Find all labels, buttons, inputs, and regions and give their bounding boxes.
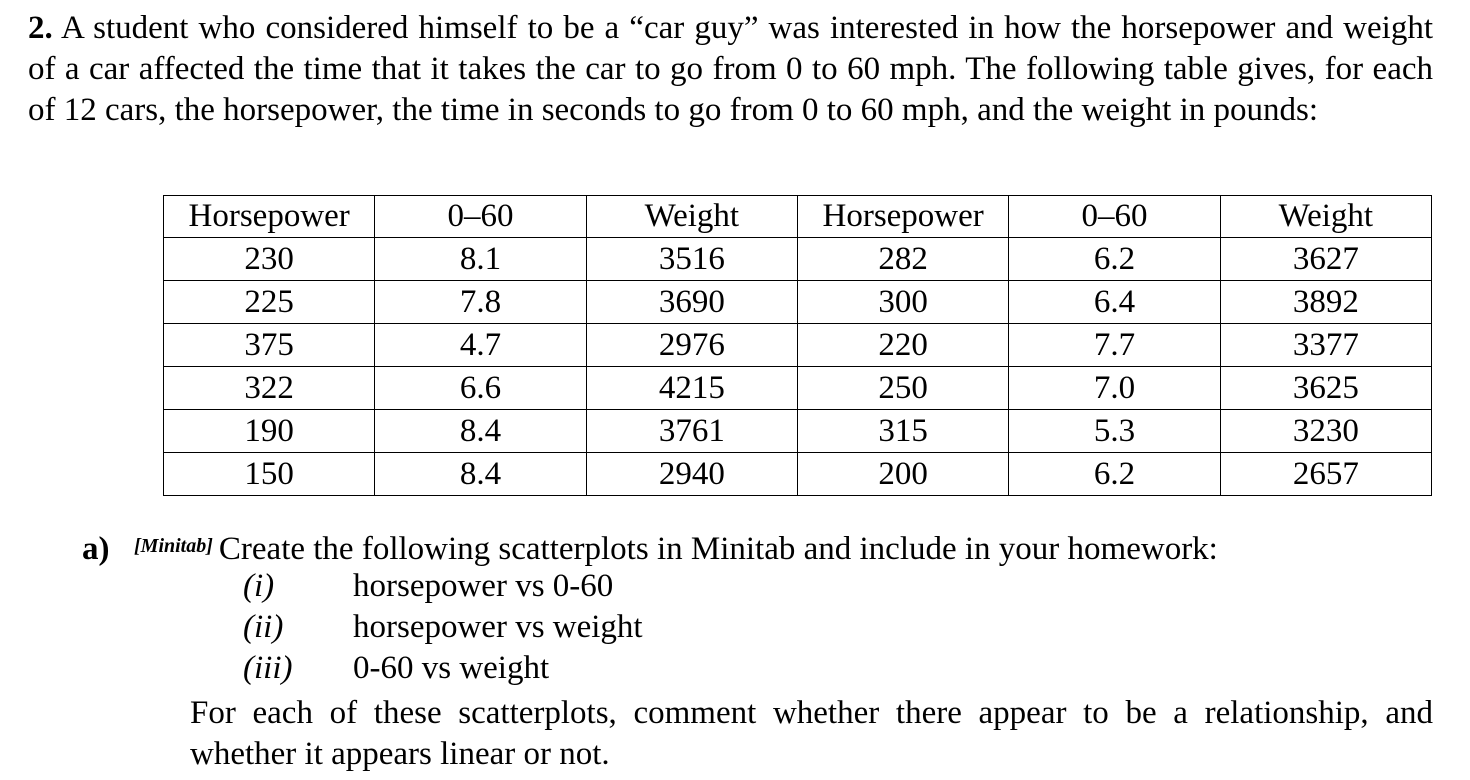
table-cell: 3625: [1220, 367, 1431, 410]
list-item-text: horsepower vs weight: [353, 609, 643, 645]
table-row: [164, 281, 1432, 324]
table-cell: 3761: [586, 410, 797, 453]
table-row: [164, 410, 1432, 453]
table-row: [164, 238, 1432, 281]
table-cell: 150: [164, 453, 375, 496]
table-cell: 300: [797, 281, 1008, 324]
table-cell: 3690: [586, 281, 797, 324]
minitab-tag: [Minitab]: [134, 535, 213, 557]
list-item: [243, 648, 643, 689]
problem-number: 2.: [28, 10, 53, 46]
table-cell: 322: [164, 367, 375, 410]
table-cell: 8.4: [375, 453, 586, 496]
table-cell: 7.0: [1009, 367, 1220, 410]
table-cell: 3516: [586, 238, 797, 281]
list-item-numeral: (ii): [243, 609, 284, 645]
car-data-table: [163, 195, 1432, 496]
problem-text: A student who considered himself to be a “car guy” was interested in how the horsepower and weight of a car affected the time that it takes the car to go from 0 to 60 mph. The following table gives, for each of 12 cars, the horsepower, the time in seconds to go from 0 to 60 mph, and the weight in pounds:: [28, 10, 1433, 128]
table-cell: 3892: [1220, 281, 1431, 324]
table-cell: 8.1: [375, 238, 586, 281]
part-a-label: a): [82, 531, 110, 567]
instruction-text: For each of these scatterplots, comment whether there appear to be a relationship, and whether it appears linear or not.: [190, 695, 1433, 772]
list-item-numeral: (iii): [243, 650, 293, 686]
table-cell: 7.7: [1009, 324, 1220, 367]
table-cell: 7.8: [375, 281, 586, 324]
part-a-heading: [82, 526, 1218, 570]
column-header-horsepower-2: Horsepower: [797, 196, 1008, 238]
table-cell: 6.2: [1009, 453, 1220, 496]
table-cell: 375: [164, 324, 375, 367]
table-cell: 3377: [1220, 324, 1431, 367]
table-row: [164, 324, 1432, 367]
table-row: [164, 367, 1432, 410]
table-cell: 3230: [1220, 410, 1431, 453]
column-header-horsepower-1: Horsepower: [164, 196, 375, 238]
table-cell: 2940: [586, 453, 797, 496]
table-cell: 2657: [1220, 453, 1431, 496]
column-header-0-60-1: 0–60: [375, 196, 586, 238]
table-cell: 8.4: [375, 410, 586, 453]
list-item-text: 0-60 vs weight: [353, 650, 550, 686]
table-cell: 200: [797, 453, 1008, 496]
scatterplot-list: [243, 566, 643, 689]
table-cell: 220: [797, 324, 1008, 367]
table-cell: 2976: [586, 324, 797, 367]
column-header-weight-1: Weight: [586, 196, 797, 238]
part-a-text: Create the following scatterplots in Minitab and include in your homework:: [218, 531, 1218, 567]
table-cell: 6.4: [1009, 281, 1220, 324]
table-cell: 6.2: [1009, 238, 1220, 281]
table-cell: 3627: [1220, 238, 1431, 281]
table-cell: 4.7: [375, 324, 586, 367]
table-cell: 230: [164, 238, 375, 281]
list-item: [243, 566, 643, 607]
table-cell: 4215: [586, 367, 797, 410]
list-item-numeral: (i): [243, 568, 275, 604]
table-cell: 225: [164, 281, 375, 324]
table-cell: 6.6: [375, 367, 586, 410]
table-cell: 250: [797, 367, 1008, 410]
list-item: [243, 607, 643, 648]
column-header-0-60-2: 0–60: [1009, 196, 1220, 238]
table-cell: 5.3: [1009, 410, 1220, 453]
column-header-weight-2: Weight: [1220, 196, 1431, 238]
table-cell: 190: [164, 410, 375, 453]
table-cell: 315: [797, 410, 1008, 453]
table-cell: 282: [797, 238, 1008, 281]
list-item-text: horsepower vs 0-60: [353, 568, 614, 604]
table-row: [164, 453, 1432, 496]
table-header-row: [164, 196, 1432, 238]
problem-intro: [28, 8, 1433, 131]
